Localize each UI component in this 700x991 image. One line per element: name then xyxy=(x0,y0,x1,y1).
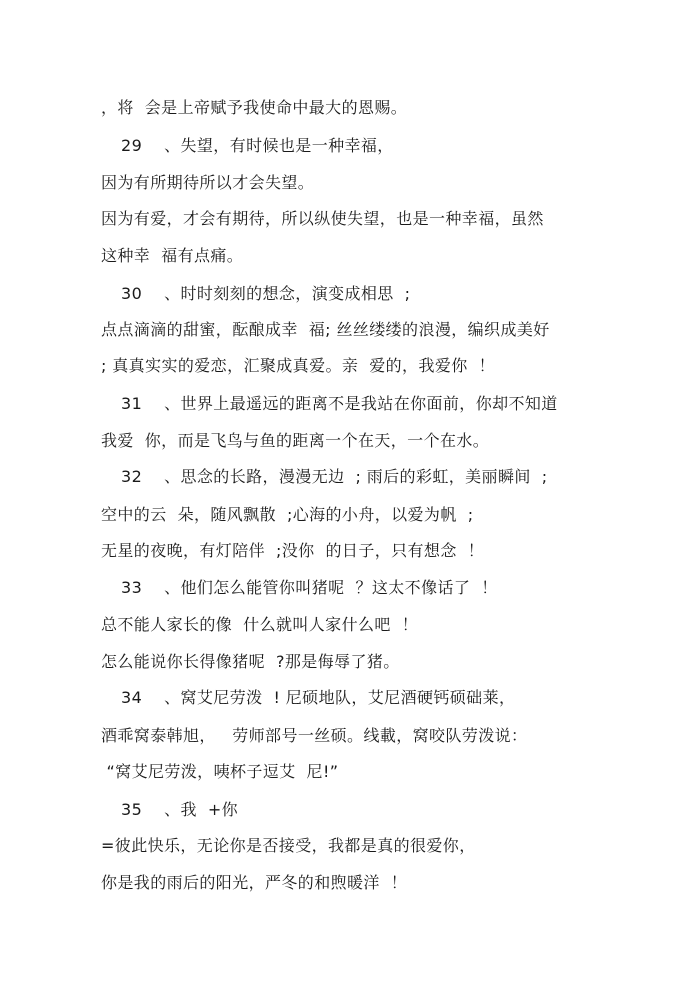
text-line: 这种幸 福有点痛。 xyxy=(101,246,244,265)
text-line: 我爱 你，而是飞鸟与鱼的距离一个在天，一个在水。 xyxy=(101,431,490,450)
text-line: 30 、时时刻刻的想念，演变成相思 ; xyxy=(121,284,411,303)
text-line: 因为有所期待所以才会失望。 xyxy=(101,173,315,192)
text-line: 你是我的雨后的阳光，严冬的和煦暖洋 ！ xyxy=(101,873,408,892)
text-line: 29 、失望，有时候也是一种幸福， xyxy=(121,136,394,155)
text-line: ，将 会是上帝赋予我使命中最大的恩赐。 xyxy=(101,98,408,117)
text-line: 无星的夜晚，有灯陪伴 ;没你 的日子，只有想念 ！ xyxy=(101,541,485,560)
text-line: “窝艾尼劳泼，咦杯子逗艾 尼!” xyxy=(101,762,339,781)
text-line: 31 、世界上最遥远的距离不是我站在你面前，你却不知道 xyxy=(121,394,558,413)
text-line: ; 真真实实的爱恋，汇聚成真爱。亲 爱的，我爱你 ！ xyxy=(101,356,496,375)
text-line: 33 、他们怎么能管你叫猪呢 ？这太不像话了 ！ xyxy=(121,578,498,597)
text-line: 32 、思念的长路，漫漫无边 ; 雨后的彩虹，美丽瞬间 ; xyxy=(121,467,548,486)
text-line: 酒乖窝泰韩旭， 劳师部号一丝硕。线載，窝咬队劳泼说： xyxy=(101,726,528,745)
text-line: 因为有爱，才会有期待，所以纵使失望，也是一种幸福，虽然 xyxy=(101,209,544,228)
text-line: 空中的云 朵，随风飘散 ;心海的小舟，以爱为帆 ; xyxy=(101,505,474,524)
text-line: =彼此快乐，无论你是否接受，我都是真的很爱你， xyxy=(101,836,476,855)
text-line: 点点滴滴的甜蜜，酝酿成幸 福; 丝丝缕缕的浪漫，编织成美好 xyxy=(101,320,550,339)
text-line: 34 、窝艾尼劳泼 ! 尼硕地队，艾尼酒硬钙硕础莱， xyxy=(121,688,516,707)
text-line: 怎么能说你长得像猪呢 ?那是侮辱了猪。 xyxy=(101,652,400,671)
text-line: 35 、我 +你 xyxy=(121,800,239,819)
text-line: 总不能人家长的像 什么就叫人家什么吧 ！ xyxy=(101,615,419,634)
